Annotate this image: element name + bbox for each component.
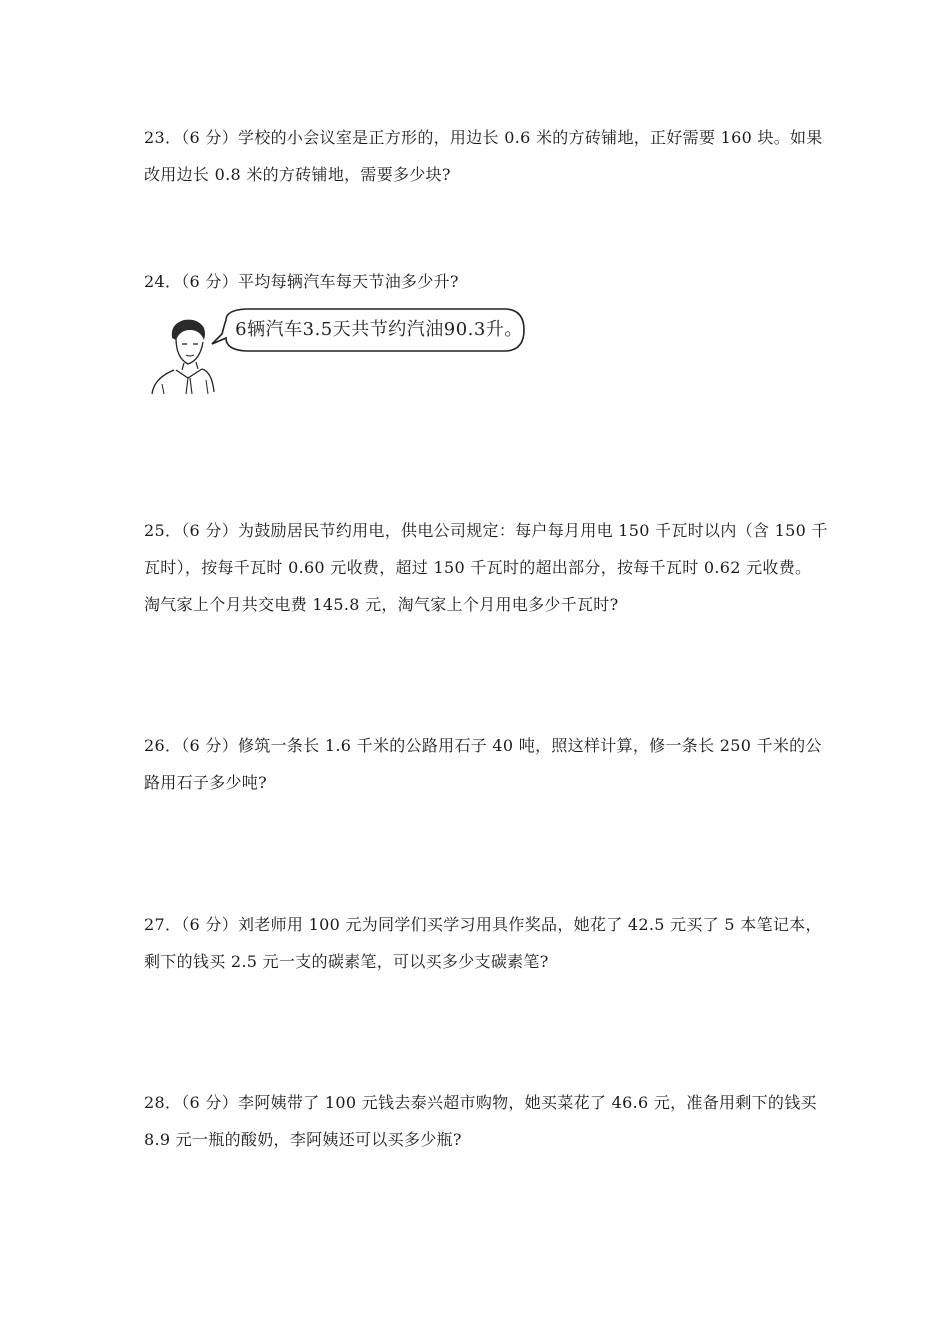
speech-bubble-text: 6辆汽车3.5天共节约汽油90.3升。 <box>235 319 523 340</box>
question-24 <box>144 263 814 300</box>
question-text-line: 8.9 元一瓶的酸奶，李阿姨还可以买多少瓶? <box>144 1130 462 1149</box>
arms <box>162 380 208 394</box>
mouth <box>186 355 194 356</box>
question-text-line: 25．（6 分）为鼓励居民节约用电，供电公司规定：每户每月用电 150 千瓦时以内（含 150 千 <box>144 521 828 540</box>
question-text-line: 改用边长 0.8 米的方砖铺地，需要多少块? <box>144 165 451 184</box>
question-25 <box>144 512 828 623</box>
question-23 <box>144 119 823 193</box>
face-outline <box>176 338 203 364</box>
question-26 <box>144 727 822 801</box>
question-text-line: 路用石子多少吨? <box>144 773 267 792</box>
question-text-line: 28．（6 分）李阿姨带了 100 元钱去泰兴超市购物，她买菜花了 46.6 元，准备用剩下的钱买 <box>144 1093 817 1112</box>
question-27 <box>144 906 822 980</box>
collar <box>176 369 202 378</box>
question-28 <box>144 1084 817 1158</box>
tie <box>186 378 192 394</box>
hair-shape <box>172 320 205 340</box>
speaker-illustration <box>146 306 536 398</box>
question-text-line: 27．（6 分）刘老师用 100 元为同学们买学习用具作奖品，她花了 42.5 元买了 5 本笔记本， <box>144 915 822 934</box>
question-text-line: 24．（6 分）平均每辆汽车每天节油多少升? <box>144 272 459 291</box>
question-text-line: 瓦时），按每千瓦时 0.60 元收费，超过 150 千瓦时的超出部分，按每千瓦时 0.62 元收费。 <box>144 558 812 577</box>
question-text-line: 剩下的钱买 2.5 元一支的碳素笔，可以买多少支碳素笔? <box>144 952 549 971</box>
question-text-line: 26．（6 分）修筑一条长 1.6 千米的公路用石子 40 吨，照这样计算，修一条长 250 千米的公 <box>144 736 822 755</box>
shoulders <box>152 369 214 394</box>
question-text-line: 淘气家上个月共交电费 145.8 元，淘气家上个月用电多少千瓦时? <box>144 595 619 614</box>
question-text-line: 23．（6 分）学校的小会议室是正方形的，用边长 0.6 米的方砖铺地，正好需要 160 块。如果 <box>144 128 823 147</box>
